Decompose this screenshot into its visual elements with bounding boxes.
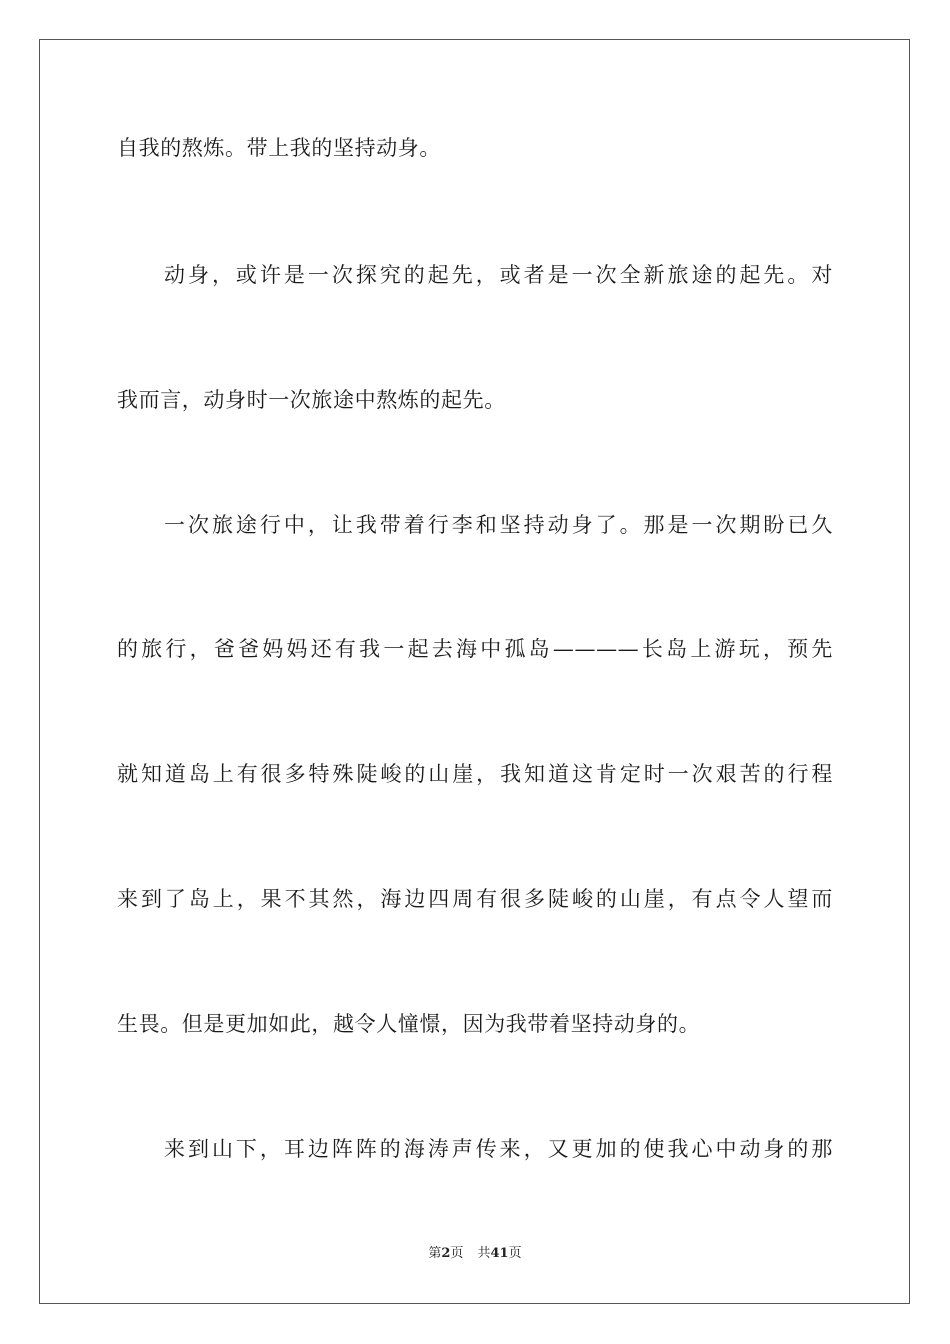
text-line-8: 生畏。但是更加如此，越令人憧憬，因为我带着坚持动身的。 [117, 1012, 701, 1036]
text-line-5: 的旅行，爸爸妈妈还有我一起去海中孤岛————长岛上游玩，预先 [117, 637, 833, 661]
total-pages: 41 [490, 1246, 509, 1261]
total-prefix: 共 [477, 1246, 491, 1261]
text-line-1: 自我的熬炼。带上我的坚持动身。 [117, 136, 441, 160]
text-line-4: 一次旅途行中，让我带着行李和坚持动身了。那是一次期盼已久 [164, 513, 833, 537]
page-number: 2 [441, 1246, 451, 1261]
text-line-7: 来到了岛上，果不其然，海边四周有很多陡峻的山崖，有点令人望而 [117, 887, 833, 911]
text-line-2: 动身，或许是一次探究的起先，或者是一次全新旅途的起先。对 [164, 263, 833, 287]
text-line-6: 就知道岛上有很多特殊陡峻的山崖，我知道这肯定时一次艰苦的行程 [117, 762, 833, 786]
page-suffix: 页 [450, 1246, 464, 1261]
page-border [39, 39, 910, 1304]
total-suffix: 页 [508, 1246, 522, 1261]
text-line-3: 我而言，动身时一次旅途中熬炼的起先。 [117, 388, 506, 412]
page-footer [0, 1245, 950, 1263]
text-line-9: 来到山下，耳边阵阵的海涛声传来，又更加的使我心中动身的那 [164, 1137, 833, 1161]
page-prefix: 第 [428, 1246, 442, 1261]
